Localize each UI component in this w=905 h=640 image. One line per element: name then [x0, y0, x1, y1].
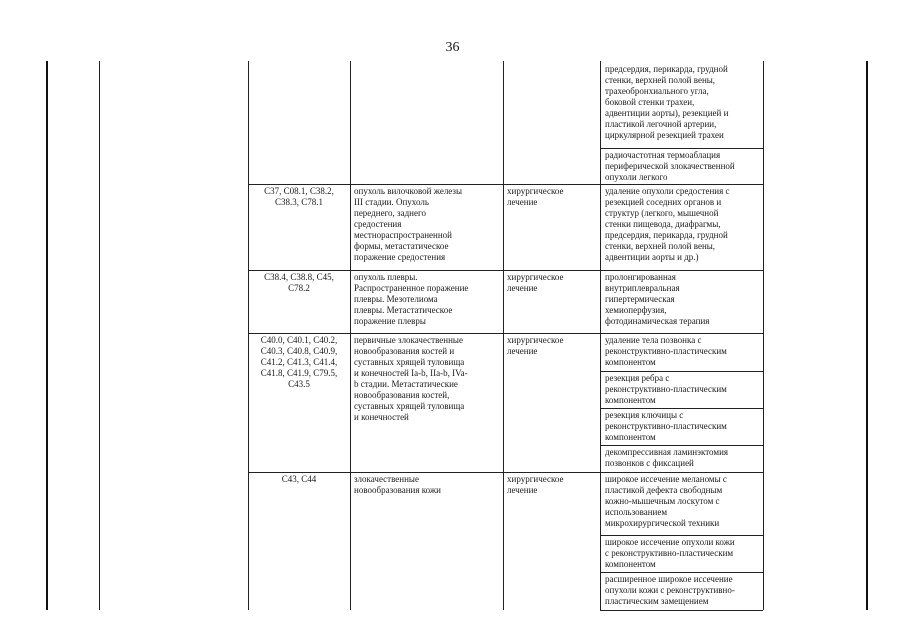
table-border-horizontal [600, 148, 763, 149]
diagnosis-cell-line: поражение средостения [354, 252, 446, 262]
diagnosis-cell-line: плевры. Метастатическое [354, 305, 453, 315]
method-cell-line: микрохирургической техники [605, 518, 720, 528]
method-cell [605, 272, 763, 327]
diagnosis-cell [354, 335, 502, 423]
treatment-type-cell [507, 335, 599, 357]
diagnosis-cell-line: поражение плевры [354, 316, 426, 326]
treatment-type-cell-line: лечение [507, 346, 538, 356]
treatment-type-cell [507, 474, 599, 496]
method-cell-line: циркулярной резекцией трахеи [605, 130, 724, 140]
table-border-vertical [600, 61, 601, 610]
treatment-type-cell-line: хирургическое [507, 474, 564, 484]
diagnosis-cell-line: опухоль плевры. [354, 272, 418, 282]
diagnosis-cell-line: суставных хрящей туловища [354, 357, 465, 367]
method-cell-line: адвентиции аорты), резекцией и [605, 108, 729, 118]
treatment-type-cell-line: лечение [507, 485, 538, 495]
diagnosis-cell-line: формы, метастатическое [354, 241, 449, 251]
icd-codes-cell-line: C38.4, C38.8, C45, [264, 272, 334, 282]
method-cell [605, 335, 763, 368]
method-cell-line: реконструктивно-пластическим [605, 346, 727, 356]
icd-codes-cell-line: C41.8, C41.9, C79.5, [260, 368, 338, 378]
method-cell-line: кожно-мышечным лоскутом с [605, 496, 720, 506]
method-cell-line: с реконструктивно-пластическим [605, 548, 734, 558]
method-cell-line: компонентом [605, 395, 656, 405]
icd-codes-cell-line: C37, C08.1, C38.2, [264, 186, 334, 196]
method-cell-line: удаление опухоли средостения с [605, 186, 730, 196]
method-cell [605, 150, 763, 183]
icd-codes-cell-line: C43, C44 [281, 474, 317, 484]
icd-codes-cell-line: C41.2, C41.3, C41.4, [260, 357, 338, 367]
icd-codes-cell [250, 272, 348, 294]
method-cell-line: реконструктивно-пластическим [605, 384, 727, 394]
treatment-type-cell-line: хирургическое [507, 186, 564, 196]
diagnosis-cell-line: опухоль вилочковой железы [354, 186, 463, 196]
method-cell-line: стенки пищевода, диафрагмы, [605, 219, 721, 229]
method-cell-line: предсердия, перикарда, грудной [605, 64, 728, 74]
method-cell-line: пластикой дефекта свободным [605, 485, 723, 495]
method-cell [605, 373, 763, 406]
method-cell-line: широкое иссечение меланомы с [605, 474, 727, 484]
method-cell-line: периферической злокачественной [605, 161, 735, 171]
method-cell-line: расширенное широкое иссечение [605, 574, 733, 584]
method-cell-line: стенки, верхней полой вены, [605, 241, 716, 251]
table-border-horizontal [248, 184, 763, 185]
method-cell-line: резекцией соседних органов и [605, 197, 722, 207]
treatment-type-cell-line: лечение [507, 283, 538, 293]
method-cell-line: реконструктивно-пластическим [605, 421, 727, 431]
method-cell [605, 447, 763, 469]
diagnosis-cell [354, 474, 502, 496]
method-cell-line: адвентиции аорты и др.) [605, 252, 699, 262]
method-cell-line: предсердия, перикарда, грудной [605, 230, 728, 240]
method-cell-line: позвонков с фиксацией [605, 458, 694, 468]
method-cell-line: компонентом [605, 357, 656, 367]
table-border-horizontal [248, 472, 763, 473]
icd-codes-cell [250, 335, 348, 390]
table-border-vertical [99, 61, 100, 610]
diagnosis-cell-line: Распространенное поражение [354, 283, 469, 293]
method-cell [605, 64, 763, 141]
diagnosis-cell [354, 186, 502, 263]
diagnosis-cell-line: переднего, заднего [354, 208, 426, 218]
method-cell [605, 537, 763, 570]
diagnosis-cell-line: и конечностей Ia-b, IIa-b, IVa- [354, 368, 468, 378]
table-border-horizontal [600, 371, 763, 372]
method-cell-line: резекция ключицы с [605, 410, 684, 420]
table-border-vertical [350, 61, 351, 610]
method-cell-line: компонентом [605, 432, 656, 442]
diagnosis-cell-line: новообразования костей, [354, 390, 450, 400]
table-border-vertical [46, 61, 48, 610]
method-cell-line: широкое иссечение опухоли кожи [605, 537, 735, 547]
table-border-horizontal [600, 610, 763, 611]
table-border-horizontal [600, 535, 763, 536]
method-cell-line: трахеобронхиального угла, [605, 86, 709, 96]
method-cell-line: резекция ребра с [605, 373, 670, 383]
icd-codes-cell [250, 474, 348, 485]
method-cell-line: радиочастотная термоаблация [605, 150, 721, 160]
method-cell-line: компонентом [605, 559, 656, 569]
diagnosis-cell-line: местнораспространенной [354, 230, 452, 240]
diagnosis-cell-line: злокачественные [354, 474, 419, 484]
diagnosis-cell-line: b стадии. Метастатические [354, 379, 458, 389]
method-cell-line: гипертермическая [605, 294, 675, 304]
treatment-type-cell [507, 272, 599, 294]
table-border-vertical [866, 61, 868, 610]
method-cell-line: удаление тела позвонка с [605, 335, 702, 345]
method-cell [605, 474, 763, 529]
diagnosis-cell-line: новообразования костей и [354, 346, 455, 356]
treatment-type-cell-line: хирургическое [507, 335, 564, 345]
table-border-vertical [248, 61, 249, 610]
icd-codes-cell-line: C78.2 [288, 283, 310, 293]
method-cell-line: декомпрессивная ламинэктомия [605, 447, 729, 457]
diagnosis-cell [354, 272, 502, 327]
method-cell-line: фотодинамическая терапия [605, 316, 710, 326]
diagnosis-cell-line: средостения [354, 219, 402, 229]
diagnosis-cell-line: плевры. Мезотелиома [354, 294, 438, 304]
treatment-type-cell [507, 186, 599, 208]
method-cell-line: структур (легкого, мышечной [605, 208, 719, 218]
method-cell-line: боковой стенки трахеи, [605, 97, 695, 107]
icd-codes-cell-line: C40.3, C40.8, C40.9, [260, 346, 338, 356]
table-border-horizontal [600, 572, 763, 573]
diagnosis-cell-line: новообразования кожи [354, 485, 441, 495]
method-cell [605, 186, 763, 263]
method-cell-line: внутриплевральная [605, 283, 680, 293]
method-cell-line: стенки, верхней полой вены, [605, 75, 716, 85]
method-cell-line: пластикой легочной артерии, [605, 119, 717, 129]
treatment-type-cell-line: хирургическое [507, 272, 564, 282]
page-number: 36 [445, 40, 460, 55]
method-cell-line: пластическим замещением [605, 596, 709, 606]
table-border-vertical [503, 61, 504, 610]
method-cell-line: хемиоперфузия, [605, 305, 667, 315]
method-cell-line: опухоли кожи с реконструктивно- [605, 585, 735, 595]
icd-codes-cell [250, 186, 348, 208]
diagnosis-cell-line: и конечностей [354, 412, 409, 422]
method-cell-line: опухоли легкого [605, 172, 668, 182]
icd-codes-cell-line: C38.3, C78.1 [274, 197, 323, 207]
diagnosis-cell-line: первичные злокачественные [354, 335, 463, 345]
table-border-horizontal [248, 333, 763, 334]
method-cell [605, 410, 763, 443]
table-border-horizontal [248, 270, 763, 271]
diagnosis-cell-line: суставных хрящей туловища [354, 401, 465, 411]
icd-codes-cell-line: C43.5 [288, 379, 310, 389]
table-border-horizontal [600, 445, 763, 446]
table-border-vertical [763, 61, 764, 610]
method-cell [605, 574, 763, 607]
diagnosis-cell-line: III стадии. Опухоль [354, 197, 429, 207]
icd-codes-cell-line: C40.0, C40.1, C40.2, [260, 335, 338, 345]
table-border-horizontal [600, 408, 763, 409]
treatment-type-cell-line: лечение [507, 197, 538, 207]
method-cell-line: пролонгированная [605, 272, 676, 282]
method-cell-line: использованием [605, 507, 668, 517]
